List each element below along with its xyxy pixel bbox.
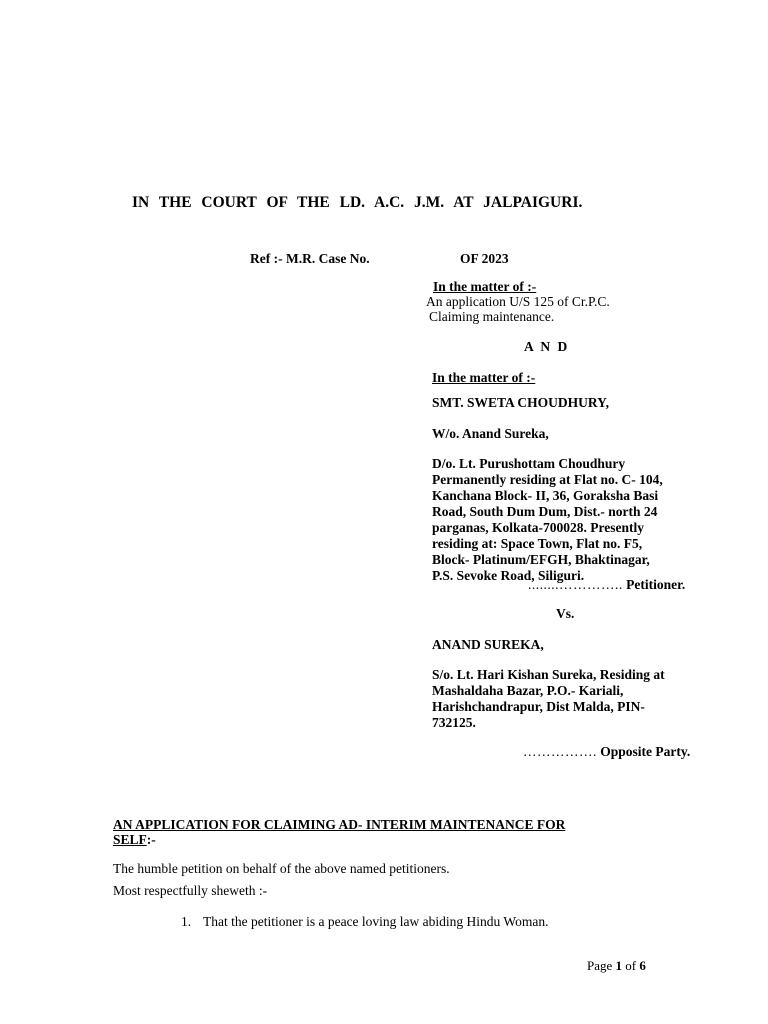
petitioner-address-line: Block- Platinum/EFGH, Bhaktinagar, (432, 552, 650, 567)
petitioner-dots: ........………….. (528, 577, 623, 592)
petitioner-address-line: P.S. Sevoke Road, Siliguri. (432, 568, 585, 583)
petitioner-address-line: D/o. Lt. Purushottam Choudhury (432, 456, 626, 471)
petitioner-role: Petitioner. (626, 577, 686, 592)
application-section-text: An application U/S 125 of Cr.P.C. (426, 294, 610, 309)
petitioner-role-line (528, 577, 685, 593)
page-footer (587, 959, 646, 974)
petitioner-address-line: Road, South Dum Dum, Dist.- north 24 (432, 504, 658, 519)
and-separator: A N D (524, 339, 570, 354)
court-title: IN THE COURT OF THE LD. A.C. J.M. AT JALPAIGURI. (132, 194, 583, 211)
opposite-party-role: Opposite Party. (600, 744, 691, 759)
humble-petition-text: The humble petition on behalf of the above named petitioners. (113, 861, 450, 876)
application-heading-suffix: :- (146, 832, 156, 847)
page-current: 1 (615, 958, 623, 973)
respondent-name: ANAND SUREKA, (432, 637, 544, 652)
page-of: of (625, 958, 637, 973)
application-section-line (426, 294, 610, 310)
matter-heading-first: In the matter of :- (433, 279, 537, 294)
respondent-address-line: Mashaldaha Bazar, P.O.- Kariali, (432, 683, 624, 698)
paragraph-1 (181, 914, 548, 930)
page-label: Page (587, 958, 613, 973)
paragraph-number: 1. (181, 914, 192, 929)
application-heading-line-2 (113, 832, 633, 847)
respondent-address-line: S/o. Lt. Hari Kishan Sureka, Residing at (432, 667, 665, 682)
petitioner-address (432, 456, 732, 584)
petitioner-address-line: Kanchana Block- II, 36, Goraksha Basi (432, 488, 659, 503)
petitioner-address-line: residing at: Space Town, Flat no. F5, (432, 536, 643, 551)
opposite-party-role-line (523, 744, 690, 760)
application-heading (113, 817, 633, 847)
respondent-address-line: 732125. (432, 715, 476, 730)
versus-label: Vs. (556, 606, 575, 621)
petitioner-name: SMT. SWETA CHOUDHURY, (432, 395, 610, 410)
respondent-address (432, 667, 732, 731)
respondent-address-line: Harishchandrapur, Dist Malda, PIN- (432, 699, 645, 714)
paragraph-text: That the petitioner is a peace loving law abiding Hindu Woman. (203, 914, 549, 929)
opposite-party-dots: ……………. (523, 744, 597, 759)
application-heading-line-1: AN APPLICATION FOR CLAIMING AD- INTERIM MAINTENANCE FOR (113, 817, 566, 832)
claiming-maintenance-line: Claiming maintenance. (429, 309, 555, 324)
matter-heading-second: In the matter of :- (432, 370, 536, 385)
respectfully-sheweth-text: Most respectfully sheweth :- (113, 883, 268, 898)
petitioner-wife-of: W/o. Anand Sureka, (432, 426, 549, 441)
case-reference-label: Ref :- M.R. Case No. (250, 251, 370, 266)
case-reference-year: OF 2023 (460, 251, 509, 266)
petitioner-address-line: Permanently residing at Flat no. C- 104, (432, 472, 663, 487)
petitioner-address-line: parganas, Kolkata-700028. Presently (432, 520, 644, 535)
page-total: 6 (639, 958, 646, 973)
application-heading-self: SELF (113, 832, 147, 847)
